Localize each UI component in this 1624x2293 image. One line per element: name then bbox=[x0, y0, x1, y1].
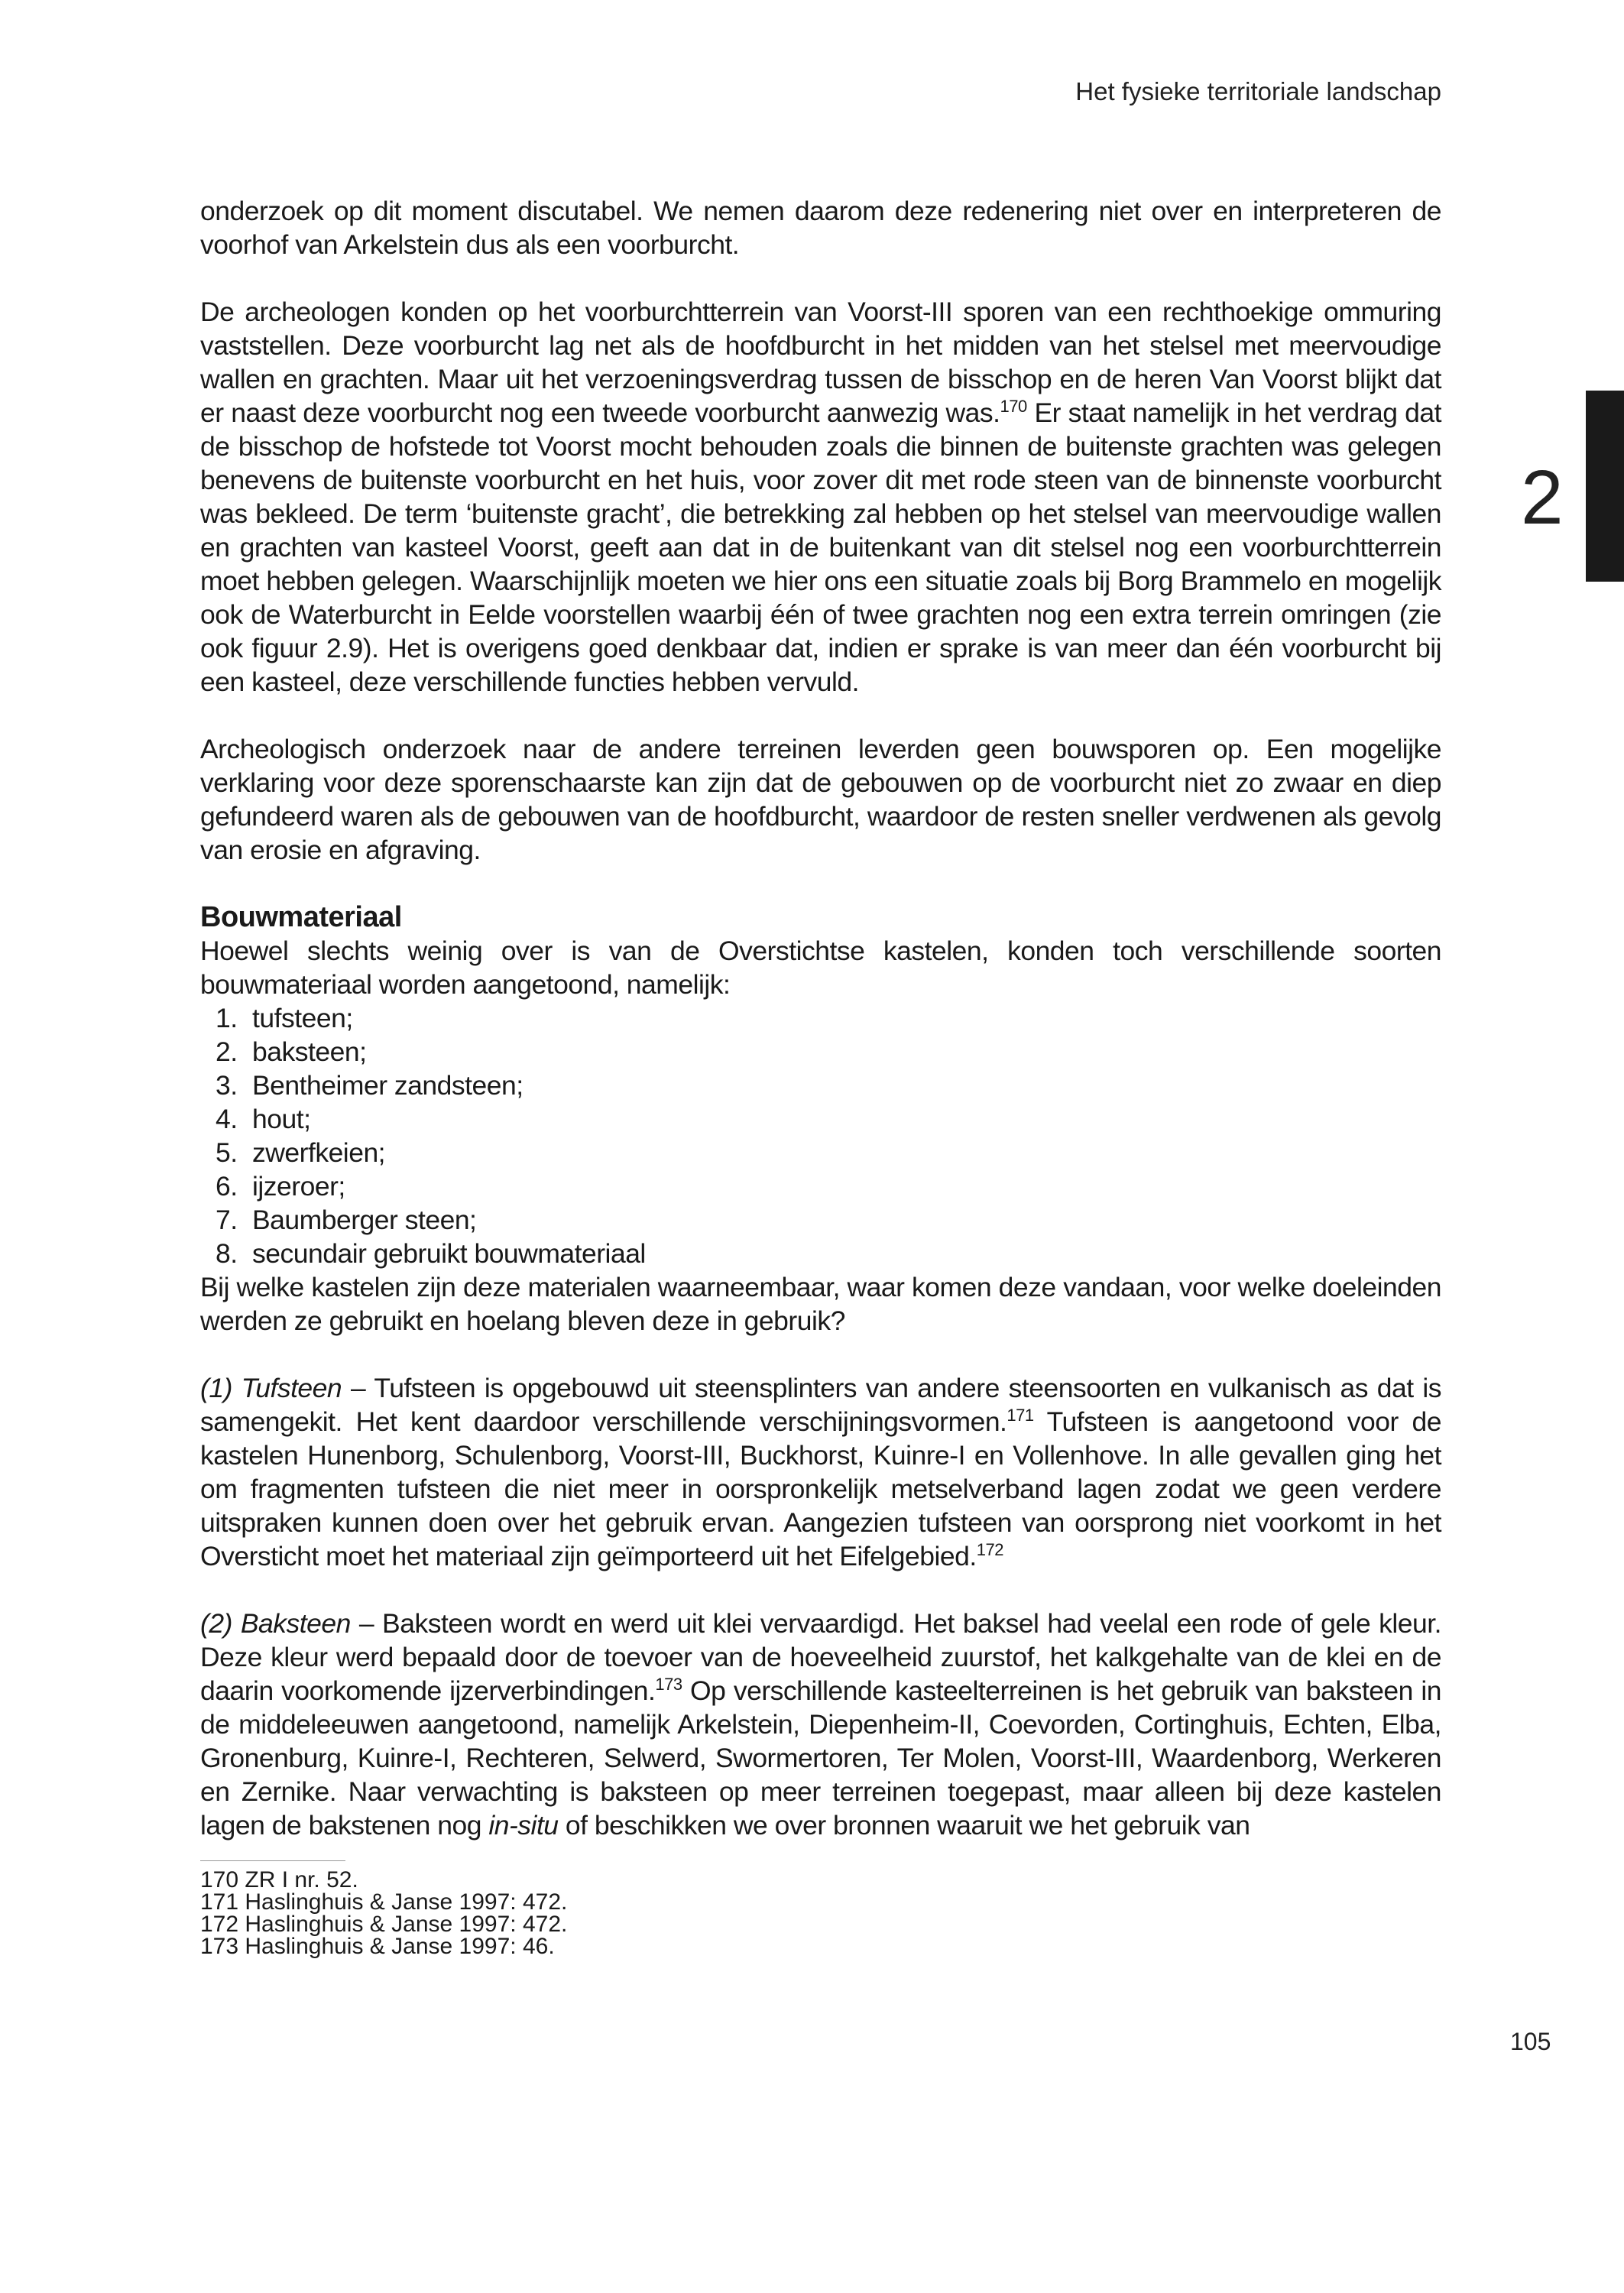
paragraph-text: Tufsteen is aangetoond voor de kastelen Hunenborg, Schulenborg, Voorst-III, Buckhorst, Kuinre-I en Vollenhove. In alle gevallen ging het om fragmenten tufsteen die niet meer in oorspronkelijk metselverband lagen zodat we geen verdere uitspraken kunnen doen over het gebruik ervan. Aangezien tufsteen van oorsprong niet voorkomt in het Oversticht moet het materiaal zijn geïmporteerd uit het Eifelgebied. bbox=[200, 1406, 1441, 1571]
running-header: Het fysieke territoriale landschap bbox=[1075, 77, 1441, 105]
italic-term: in-situ bbox=[488, 1810, 559, 1841]
section-intro: Hoewel slechts weinig over is van de Overstichtse kastelen, konden toch verschillende soorten bouwmateriaal worden aangetoond, namelijk: bbox=[200, 936, 1441, 1000]
paragraph-3 bbox=[200, 732, 1441, 867]
paragraph-baksteen bbox=[200, 1607, 1441, 1842]
section-question: Bij welke kastelen zijn deze materialen waarneembaar, waar komen deze vandaan, voor welke doeleinden werden ze gebruikt en hoelang bleven deze in gebruik? bbox=[200, 1272, 1441, 1336]
list-item: 3. Bentheimer zandsteen; bbox=[216, 1070, 524, 1101]
footnote-ref[interactable]: 172 bbox=[976, 1540, 1003, 1560]
section-heading: Bouwmateriaal bbox=[200, 901, 402, 933]
list-item: 7. Baumberger steen; bbox=[216, 1205, 477, 1235]
list-item: 1. tufsteen; bbox=[216, 1003, 353, 1033]
paragraph-text: – Baksteen wordt en werd uit klei vervaardigd. Het baksel had veelal een rode of gele kleur. Deze kleur werd bepaald door de toevoer van de hoeveelheid zuurstof, het kalkgehalte van de klei en de daarin voorkomende ijzerverbindingen. bbox=[200, 1608, 1441, 1706]
paragraph-text: Op verschillende kasteelterreinen is het gebruik van baksteen in de middeleeuwen aangetoond, namelijk Arkelstein, Diepenheim-II, Coevorden, Cortinghuis, Echten, Elba, Gronenburg, Kuinre-I, Rechteren, Selwerd, Swormertoren, Ter Molen, Voorst-III, Waardenborg, Werkeren en Zernike. Naar verwachting is baksteen op meer terreinen toegepast, maar alleen bij deze kastelen lagen de bakstenen nog bbox=[200, 1675, 1441, 1841]
paragraph-text: onderzoek op dit moment discutabel. We nemen daarom deze redenering niet over en interpreteren de voorhof van Arkelstein dus als een voorburcht. bbox=[200, 196, 1441, 260]
paragraph-text: – Tufsteen is opgebouwd uit steensplinters van andere steensoorten en vulkanisch as dat is samengekit. Het kent daardoor verschillende verschijningsvormen. bbox=[200, 1373, 1441, 1437]
term-label: (2) Baksteen bbox=[200, 1608, 351, 1639]
paragraph-text: De archeologen konden op het voorburchtterrein van Voorst-III sporen van een rechthoekige ommuring vaststellen. Deze voorburcht lag net als de hoofdburcht in het midden van het stelsel met meervoudige wallen en grachten. Maar uit het verzoeningsverdrag tussen de bisschop en de heren Van Voorst blijkt dat er naast deze voorburcht nog een tweede voorburcht aanwezig was. bbox=[200, 297, 1441, 428]
footnotes bbox=[200, 1869, 1441, 1957]
paragraph-text: of beschikken we over bronnen waaruit we het gebruik van bbox=[558, 1810, 1250, 1841]
list-item: 8. secundair gebruikt bouwmateriaal bbox=[216, 1238, 646, 1269]
page-body: onderzoek op dit moment discutabel. We nemen daarom deze redenering niet over en interpreteren de voorhof van Arkelstein dus als een voorburcht. De archeologen konden op het voorburchtterrein van Voorst-III sporen van een rechthoekige ommuring vaststellen. Deze voorburcht lag net als de hoofdburcht in het midden van het stelsel met meervoudige wallen en grachten. Maar uit het verzoeningsverdrag tussen de bisschop en de heren Van Voorst blijkt dat er naast deze voorburcht nog een tweede voorburcht aanwezig was.$^{170}$ Er staat namelijk in het verdrag dat de bisschop de hofstede tot Voorst mocht behouden zoals die binnen de buitenste grachten was gelegen benevens de buitenste voorburcht en het huis, voor zover dit met rode steen van de binnenste voorburcht was bekleed. De term ‘buitenste gracht’, die betrekking zal hebben op het stelsel van meervoudige wallen en grachten van kasteel Voorst, geeft aan dat in de buitenkant van dit stelsel nog een voorburchtterrein moet hebben gelegen. Waarschijnlijk moeten we hier ons een situatie zoals bij Borg Brammelo en mogelijk ook de Waterburcht in Eelde voorstellen waarbij één of twee grachten nog een extra terrein omringen (zie ook figuur 2.9). Het is overigens goed denkbaar dat, indien er sprake is van meer dan één voorburcht bij een kasteel, deze verschillende functies hebben vervuld. Archeologisch onderzoek naar de andere terreinen leverden geen bouwsporen op. Een mogelijke verklaring voor deze sporenschaarste kan zijn dat de gebouwen op de voorburcht niet zo zwaar en diep gefundeerd waren als de gebouwen van de hoofdburcht, waardoor de resten sneller verdwenen als gevolg van erosie en afgraving. Bouwmateriaal Hoewel slechts weinig over is van de Overstichtse kastelen, konden toch verschillende soorten bouwmateriaal worden aangetoond, namelijk: 1. tufsteen; 2. baksteen; 3. Bentheimer zandsteen; 4. hout; 5. zwerfkeien; 6. ijzeroer; 7. Baumberger steen; 8. secundair gebruikt bouwmateriaal Bij welke kastelen zijn deze materialen waarneembaar, waar komen deze vandaan, voor welke doeleinden werden ze gebruikt en hoelang bleven deze in gebruik? (1) Tufsteen – Tufsteen is opgebouwd uit steensplinters van andere steensoorten en vulkanisch as dat is samengekit. Het kent daardoor verschillende verschijningsvormen.$^{171}$ Tufsteen is aangetoond voor de kastelen Hunenborg, Schulenborg, Voorst-III, Buckhorst, Kuinre-I en Vollenhove. In alle gevallen ging het om fragmenten tufsteen die niet meer in oorspronkelijk metselverband lagen zodat we geen verdere uitspraken kunnen doen over het gebruik ervan. Aangezien tufsteen van oorsprong niet voorkomt in het Oversticht moet het materiaal zijn geïmporteerd uit het Eifelgebied.$^{172}$ (2) Baksteen – Baksteen wordt en werd uit klei vervaardigd. Het baksel had veelal een rode of gele kleur. Deze kleur werd bepaald door de toevoer van de hoeveelheid zuurstof, het kalkgehalte van de klei en de daarin voorkomende ijzerverbindingen.$^{173}$ Op verschillende kasteelterreinen is het gebruik van baksteen in de middeleeuwen aangetoond, namelijk Arkelstein, Diepenheim-II, Coevorden, Cortinghuis, Echten, Elba, Gronenburg, Kuinre-I, Rechteren, Selwerd, Swormertoren, Ter Molen, Voorst-III, Waardenborg, Werkeren en Zernike. Naar verwachting is baksteen op meer terreinen toegepast, maar alleen bij deze kastelen lagen de bakstenen nog in-situ of beschikken we over bronnen waaruit we het gebruik van 170 ZR I nr. 52. 171 Haslinghuis & Janse 1997: 472. 172 Haslinghuis & Janse 1997: 472. 173 Haslinghuis & Janse 1997: 46. 105 bbox=[200, 196, 1551, 2055]
footnote: 173 Haslinghuis & Janse 1997: 46. bbox=[200, 1934, 555, 1959]
list-item: 2. baksteen; bbox=[216, 1036, 367, 1067]
list-item: 5. zwerfkeien; bbox=[216, 1137, 386, 1168]
list-item: 6. ijzeroer; bbox=[216, 1171, 345, 1202]
footnote: 172 Haslinghuis & Janse 1997: 472. bbox=[200, 1912, 568, 1937]
paragraph-text: Archeologisch onderzoek naar de andere terreinen leverden geen bouwsporen op. Een mogelijke verklaring voor deze sporenschaarste kan zijn dat de gebouwen op de voorburcht niet zo zwaar en diep gefundeerd waren als de gebouwen van de hoofdburcht, waardoor de resten sneller verdwenen als gevolg van erosie en afgraving. bbox=[200, 734, 1441, 865]
paragraph-text: Er staat namelijk in het verdrag dat de bisschop de hofstede tot Voorst mocht behouden zoals die binnen de buitenste grachten was gelegen benevens de buitenste voorburcht en het huis, voor zover dit met rode steen van de binnenste voorburcht was bekleed. De term ‘buitenste gracht’, die betrekking zal hebben op het stelsel van meervoudige wallen en grachten van kasteel Voorst, geeft aan dat in de buitenkant van dit stelsel nog een voorburchtterrein moet hebben gelegen. Waarschijnlijk moeten we hier ons een situatie zoals bij Borg Brammelo en mogelijk ook de Waterburcht in Eelde voorstellen waarbij één of twee grachten nog een extra terrein omringen (zie ook figuur 2.9). Het is overigens goed denkbaar dat, indien er sprake is van meer dan één voorburcht bij een kasteel, deze verschillende functies hebben vervuld. bbox=[200, 397, 1441, 697]
list-item: 4. hout; bbox=[216, 1104, 311, 1134]
section-bouwmateriaal bbox=[200, 900, 1441, 1338]
paragraph-1 bbox=[200, 194, 1441, 261]
paragraph-2 bbox=[200, 295, 1441, 699]
material-list bbox=[200, 1001, 1441, 1270]
footnote-ref[interactable]: 173 bbox=[655, 1675, 682, 1695]
term-label: (1) Tufsteen bbox=[200, 1373, 342, 1403]
footnote-ref[interactable]: 170 bbox=[1000, 397, 1027, 417]
paragraph-tufsteen bbox=[200, 1371, 1441, 1573]
chapter-number: 2 bbox=[1521, 455, 1564, 540]
footnote-ref[interactable]: 171 bbox=[1006, 1406, 1034, 1425]
footnote: 170 ZR I nr. 52. bbox=[200, 1867, 358, 1892]
footnote: 171 Haslinghuis & Janse 1997: 472. bbox=[200, 1889, 568, 1915]
footnote-divider bbox=[200, 1860, 345, 1861]
chapter-tab bbox=[1586, 391, 1624, 582]
